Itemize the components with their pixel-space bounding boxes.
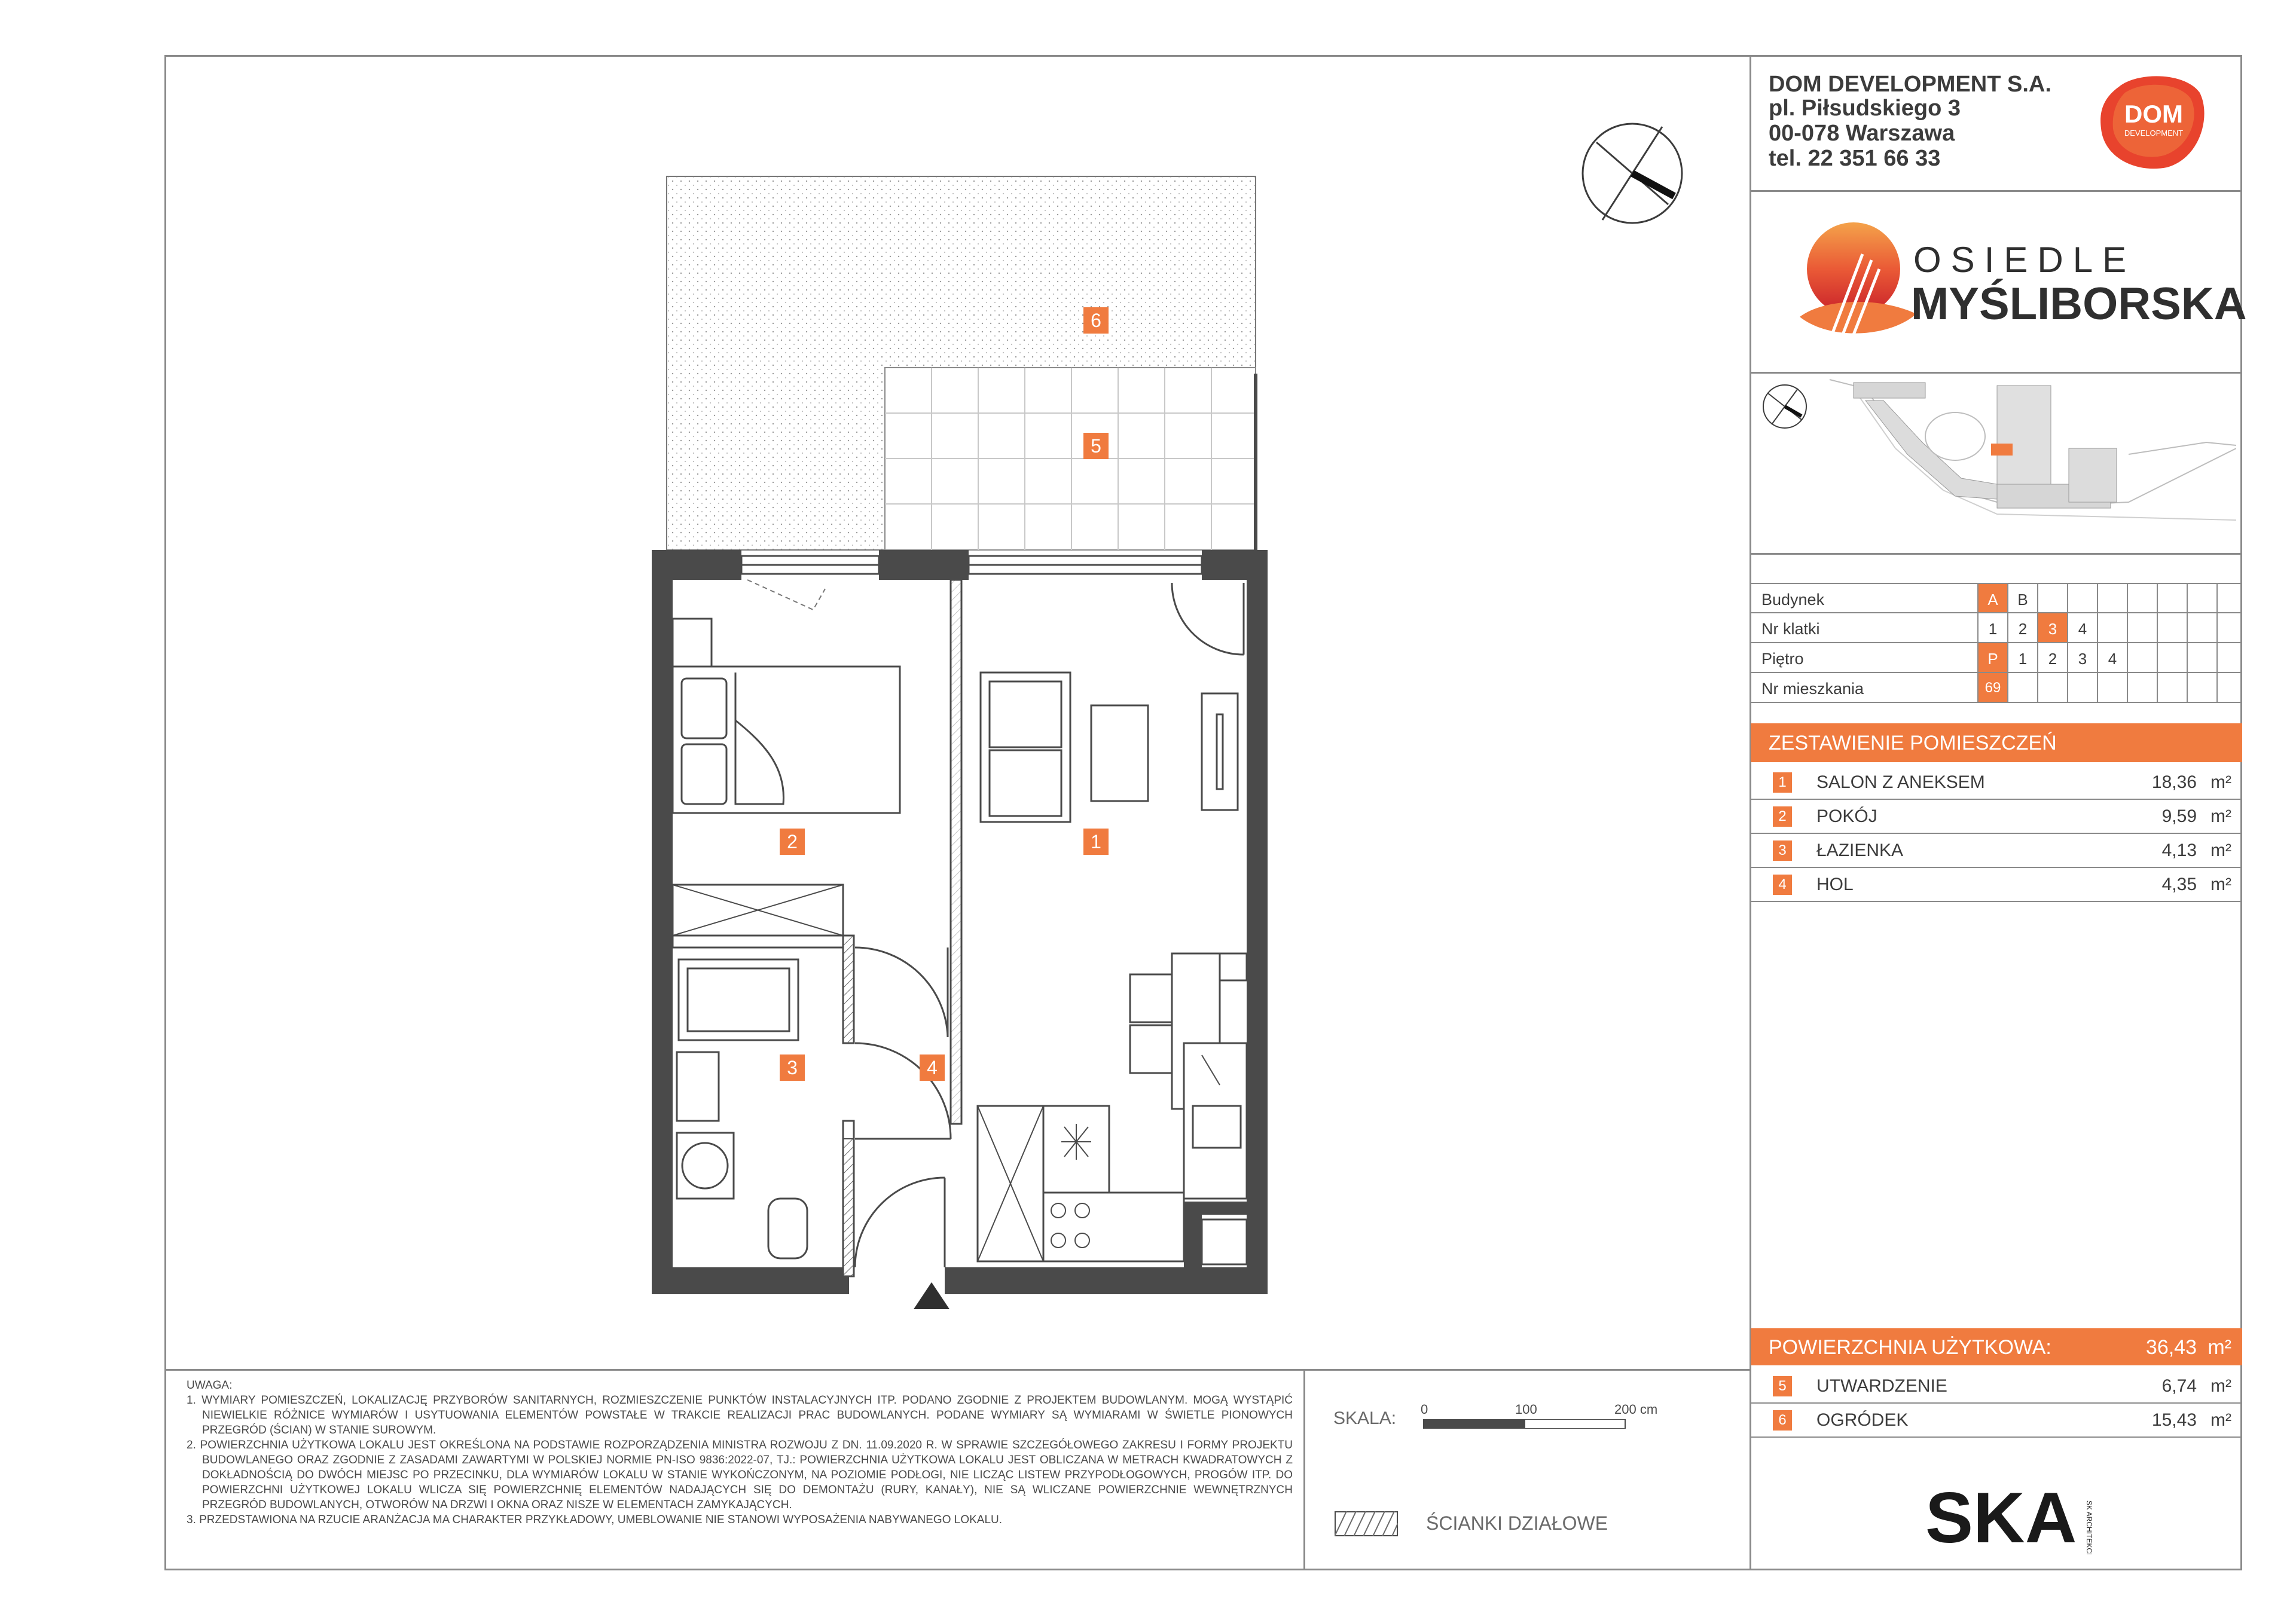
- selector-floor-3[interactable]: 3: [2078, 650, 2087, 668]
- project-line2: MYŚLIBORSKA: [1911, 279, 2247, 329]
- room-row: [1751, 833, 2242, 868]
- plan-label-hol: 4: [920, 1055, 945, 1081]
- selector-staircase-3[interactable]: 3: [2048, 620, 2057, 638]
- room-unit: m²: [2210, 840, 2231, 860]
- project-sun-logo: [1788, 218, 1925, 350]
- room-unit: m²: [2210, 772, 2231, 792]
- company-street: pl. Piłsudskiego 3: [1769, 96, 1961, 121]
- company-city: 00-078 Warszawa: [1769, 121, 1955, 146]
- plan-label-ogrodek: 6: [1083, 307, 1109, 334]
- total-area-band: [1751, 1328, 2242, 1365]
- note-item: 3. PRZEDSTAWIONA NA RZUCIE ARANŻACJA MA CHARAKTER PRZYKŁADOWY, UMEBLOWANIE NIE STANOWI WYPOSAŻENIA NABYWANEGO LOKALU.: [187, 1514, 1003, 1526]
- total-area-value: 36,43: [2145, 1336, 2197, 1359]
- room-number: 5: [1773, 1376, 1792, 1396]
- floor-plan: [646, 170, 1280, 1321]
- room-area: 4,13: [2161, 840, 2197, 860]
- svg-text:SKA: SKA: [1925, 1478, 2077, 1554]
- plan-label-utwardzenie: 5: [1083, 433, 1109, 459]
- notes-block: [187, 1378, 1293, 1527]
- divider-sitemap: [1750, 553, 2242, 555]
- scale-divider: [1303, 1369, 1305, 1570]
- selector-floor-p[interactable]: P: [1987, 650, 1998, 668]
- room-number: 3: [1773, 840, 1792, 861]
- scale-tick-0: 0: [1421, 1402, 1428, 1417]
- north-compass: [1578, 120, 1686, 227]
- note-item: 2. POWIERZCHNIA UŻYTKOWA LOKALU JEST OKREŚLONA NA PODSTAWIE ROZPORZĄDZENIA MINISTRA ROZWOJU Z DN. 11.09.2020 R. W SPRAWIE SZCZEGÓŁOWEGO ZAKRESU I FORMY PROJEKTU BUDOWLANEGO ORAZ ZGODNIE Z ZASADAMI ZAWARTYMI W POLSKIEJ NORMIE PN-ISO 9836:2022-07, TJ.: POWIERZCHNIA UŻYTKOWA LOKALU JEST OBLICZANA W METRACH KWADRATOWYCH Z DOKŁADNOŚCIĄ DO DWÓCH MIEJSC PO PRZECINKU, DLA WYMIARÓW LOKALU W STANIE WYKOŃCZONYM, NA POZIOMIE PODŁOGI, NIE LICZĄC LISTEW PRZYPODŁOGOWYCH, PROGÓW ITP. DO POWIERZCHNI UŻYTKOWEJ LOKALU WLICZA SIĘ POWIERZCHNIĘ ELEMENTÓW NADAJĄCYCH SIĘ DO DEMONTAŻU (RURY, KANAŁY), NIE SĄ WLICZANE POWIERZCHNIE WEWNĘTRZNYCH PRZEGRÓD BUDOWLANYCH, OTWORÓW NA DRZWI I OKNA ORAZ NISZE W ELEMENTACH ZAMYKAJĄCYCH.: [187, 1439, 1293, 1511]
- room-number: 6: [1773, 1410, 1792, 1431]
- svg-text:DEVELOPMENT: DEVELOPMENT: [2124, 129, 2184, 137]
- room-row: [1751, 765, 2242, 800]
- room-unit: m²: [2210, 806, 2231, 826]
- room-area: 6,74: [2161, 1376, 2197, 1396]
- room-row: [1751, 799, 2242, 834]
- selector-staircase-1[interactable]: 1: [1988, 620, 1998, 638]
- company-phone: tel. 22 351 66 33: [1769, 146, 1941, 171]
- rooms-header: [1751, 723, 2242, 762]
- selector-floor-1[interactable]: 1: [2018, 650, 2028, 668]
- selector-label-floor: Piętro: [1761, 650, 1804, 668]
- room-area: 4,35: [2161, 875, 2197, 894]
- room-name: HOL: [1816, 875, 1854, 894]
- selector-staircase-4[interactable]: 4: [2078, 620, 2087, 638]
- ska-architects-logo: [1925, 1477, 2105, 1554]
- notes-divider: [164, 1369, 1751, 1371]
- svg-text:SK ARCHITEKCI: SK ARCHITEKCI: [2085, 1500, 2093, 1554]
- project-line1: OSIEDLE: [1913, 240, 2136, 280]
- scale-label: SKALA:: [1333, 1408, 1397, 1428]
- rooms-header-label: ZESTAWIENIE POMIESZCZEŃ: [1769, 732, 2057, 754]
- extra-row: [1751, 1403, 2242, 1438]
- room-number: 1: [1773, 772, 1792, 793]
- note-item: 1. WYMIARY POMIESZCZEŃ, LOKALIZACJĘ PRZYBORÓW SANITARNYCH, ROZMIESZCZENIE PUNKTÓW INSTALACYJNYCH ITP. PODANO ZGODNIE Z PROJEKTEM BUDOWLANYM. MOGĄ WYSTĄPIĆ NIEWIELKIE RÓŻNICE WYMIARÓW I USYTUOWANIA ELEMENTÓW POWSTAŁE W TRAKCIE REALIZACJI PRAC BUDOWLANYCH. PODANE WYMIARY SĄ WYMIARAMI W ŚWIETLE PIONOWYCH PRZEGRÓD (ŚCIAN) W STANIE SUROWYM.: [187, 1394, 1293, 1436]
- room-name: SALON Z ANEKSEM: [1816, 772, 1985, 792]
- selector-building-a[interactable]: A: [1987, 591, 1998, 609]
- room-area: 9,59: [2161, 806, 2197, 826]
- room-unit: m²: [2210, 1376, 2231, 1396]
- scale-tick-100: 100: [1515, 1402, 1537, 1417]
- scale-bar: [1423, 1419, 1626, 1429]
- room-name: POKÓJ: [1816, 806, 1877, 826]
- plan-label-lazienka: 3: [780, 1055, 805, 1081]
- room-unit: m²: [2210, 1410, 2231, 1430]
- partition-legend-swatch: [1335, 1511, 1398, 1536]
- room-name: OGRÓDEK: [1816, 1410, 1909, 1430]
- selector-apartment-69[interactable]: 69: [1984, 680, 2001, 696]
- room-name: UTWARDZENIE: [1816, 1376, 1947, 1396]
- divider-project: [1750, 372, 2242, 374]
- room-number: 2: [1773, 806, 1792, 827]
- room-unit: m²: [2210, 875, 2231, 894]
- selector-label-staircase: Nr klatki: [1761, 620, 1820, 638]
- total-area-unit: m²: [2208, 1336, 2231, 1359]
- scale-tick-200: 200 cm: [1614, 1402, 1658, 1417]
- svg-text:DOM: DOM: [2124, 100, 2183, 128]
- dom-development-logo: [2095, 69, 2209, 172]
- selector-label-building: Budynek: [1761, 591, 1825, 609]
- site-map: [1818, 377, 2236, 550]
- extra-row: [1751, 1369, 2242, 1404]
- room-area: 18,36: [2151, 772, 2197, 792]
- notes-title: UWAGA:: [187, 1379, 233, 1392]
- selector-building-b[interactable]: B: [2017, 591, 2028, 609]
- total-area-label: POWIERZCHNIA UŻYTKOWA:: [1769, 1336, 2051, 1359]
- partition-legend-label: ŚCIANKI DZIAŁOWE: [1426, 1512, 1608, 1534]
- selector-label-apartment: Nr mieszkania: [1761, 680, 1864, 698]
- divider-company: [1750, 190, 2242, 192]
- plan-label-salon: 1: [1083, 829, 1109, 855]
- room-area: 15,43: [2151, 1410, 2197, 1430]
- plan-label-pokoj: 2: [780, 829, 805, 855]
- room-number: 4: [1773, 875, 1792, 895]
- selector-floor-4[interactable]: 4: [2108, 650, 2117, 668]
- sitemap-compass: [1761, 383, 1809, 430]
- selector-staircase-2[interactable]: 2: [2018, 620, 2028, 638]
- company-name: DOM DEVELOPMENT S.A.: [1769, 72, 2051, 97]
- selector-floor-2[interactable]: 2: [2048, 650, 2057, 668]
- room-name: ŁAZIENKA: [1816, 840, 1904, 860]
- room-row: [1751, 867, 2242, 902]
